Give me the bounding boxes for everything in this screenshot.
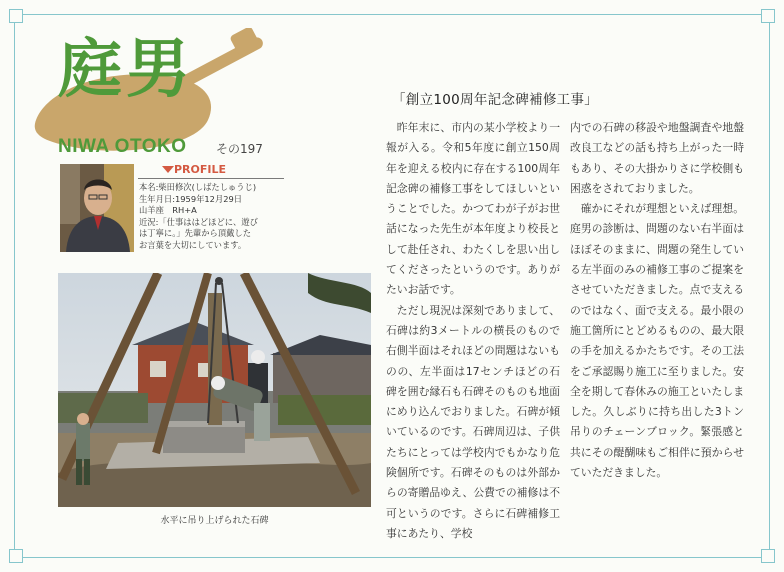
- profile-recent-3: お言葉を大切にしています。: [139, 239, 247, 250]
- profile-block: [139, 182, 299, 252]
- article-paragraph: 内での石碑の移設や地盤調査や地盤改良工などの話も持ち上がった一時もあり、その大掛かりさに学校側も困惑をされておりました。: [570, 121, 744, 195]
- corner-mark-top-right: [761, 9, 775, 23]
- column-title-en: NIWA OTOKO: [58, 136, 187, 157]
- corner-mark-top-left: [9, 9, 23, 23]
- author-portrait: [60, 164, 134, 252]
- profile-divider: [138, 178, 284, 179]
- article-paragraph: 確かにそれが理想といえば理想。庭男の診断は、問題のない右半面はほぼそのままに、問題の発生している左半面のみの補修工事のご提案をさせていただきました。点で支えるのではなく、面で支える。最小限の施工箇所にとどめるものの、最大限の手を加えるかたちです。その工法をご承認賜り施工に至りました。安全を期して春休みの施工といたしました。久しぶりに持ち出した3トン吊りのチェーンブロック。緊張感と共にその醍醐味もご相伴に預からせていただきました。: [570, 202, 744, 480]
- profile-birth: 生年月日:1959年12月29日: [139, 193, 243, 204]
- profile-recent-1: 近況:「仕事ははどほどに、遊び: [139, 216, 258, 227]
- article-heading: 「創立100周年記念碑補修工事」: [392, 92, 599, 108]
- corner-mark-bottom-right: [761, 549, 775, 563]
- construction-photo: [58, 273, 371, 507]
- article-paragraph: 昨年末に、市内の某小学校より一報が入る。令和5年度に創立150周年を迎える校内に存在する100周年記念碑の補修工事をしてほしいということでした。かつてわが子がお世話になった先生が本年度より校長として赴任され、わたくしを思い出してくださったというのです。ありがたいお話です。: [386, 121, 560, 297]
- corner-mark-bottom-left: [9, 549, 23, 563]
- photo-caption: 水平に吊り上げられた石碑: [160, 516, 269, 526]
- profile-triangle-icon: [162, 166, 174, 173]
- profile-origin: 山羊座 RH+A: [139, 205, 197, 216]
- column-title-jp: 庭男: [58, 32, 194, 107]
- article-column-2: [570, 118, 744, 483]
- article-column-1: [386, 118, 560, 544]
- article-paragraph: ただし現況は深刻でありまして、石碑は約3メートルの横長のもので右側半面はそれほどの問題はないものの、左半面は17センチほどの石碑を囲む縁石も石碑そのものも地面にめり込んでおりました。石碑が傾いているのです。石碑周辺は、子供たちにとっては学校内でもかなり危険個所です。石碑そのものは外部からの寄贈品ゆえ、公費での補修は不可というのです。さらに石碑補修工事にあたり、学校: [386, 303, 560, 540]
- issue-number: その197: [216, 142, 263, 156]
- profile-heading: PROFILE: [174, 163, 227, 176]
- profile-recent-2: は丁寧に。」先輩から頂戴した: [139, 228, 252, 239]
- profile-name: 本名:柴田修次(しばたしゅうじ): [139, 182, 257, 192]
